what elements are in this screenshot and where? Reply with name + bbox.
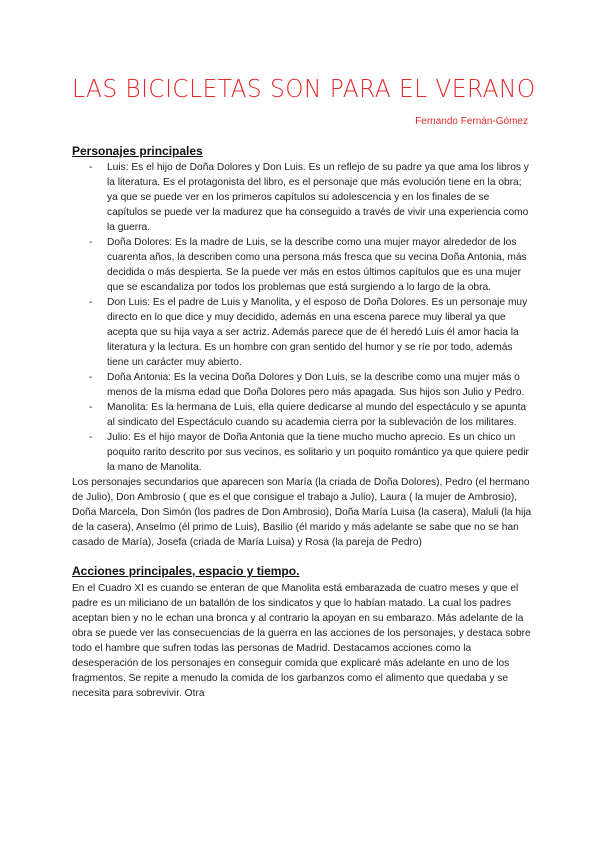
character-item-julio: - Julio: Es el hijo mayor de Doña Antonia que la tiene mucho mucho aprecio. Es un chico un poquito rarito descrito por sus vecinos, es solitario y un poquito romántico ya que quiere pedir la mano de Manolita. xyxy=(72,430,532,475)
character-item-dona-antonia: - Doña Antonia: Es la vecina Doña Dolores y Don Luis, se la describe como una mujer más o menos de la misma edad que Doña Dolores pero más apagada. Sus hijos son Julio y Pedro. xyxy=(72,370,532,400)
actions-paragraph: En el Cuadro XI es cuando se enteran de que Manolita está embarazada de cuatro meses y que el padre es un miliciano de un batallón de los sindicatos y que lo habían matado. La cual los padres aceptan bien y no le echan una bronca y al contrario la apoyan en su embarazo. Más adelante de la obra se puede ver las consecuencias de la guerra en las acciones de los personajes, y destaca sobre todo el hambre que sufren todas las personas de Madrid. Destacamos acciones como la desesperación de los personajes en conseguir comida que explicaré más adelante en uno de los fragmentos. Se repite a menudo la comida de los garbanzos como el alimento que quedaba y se necesita para sobrevivir. Otra xyxy=(72,583,531,699)
section-heading-actions: Acciones principales, espacio y tiempo. xyxy=(72,564,300,578)
character-list xyxy=(72,160,532,475)
document-body xyxy=(72,144,532,701)
document-title: LAS BICICLETAS SON PARA EL VERANO xyxy=(72,74,536,103)
secondary-characters-paragraph: Los personajes secundarios que aparecen son María (la criada de Doña Dolores), Pedro (el hermano de Julio), Don Ambrosio ( que es el que consigue el trabajo a Julio), Laura ( la mujer de Ambrosio), Doña Marcela, Don Simón (los padres de Don Ambrosio), Doña María Luisa (la casera), Maluli (la hija de la casera), Anselmo (él primo de Luis), Basilio (él marido y más adelante se sabe que no se han casado de María), Josefa (criada de María Luisa) y Rosa (la pareja de Pedro) xyxy=(72,477,532,548)
section-heading-characters: Personajes principales xyxy=(72,144,203,158)
character-item-luis: - Luis: Es el hijo de Doña Dolores y Don Luis. Es un reflejo de su padre ya que ama los libros y la literatura. Es el protagonista del libro, es el personaje que más evolución tiene en la obra; ya que se puede ver en los primeros capítulos su adolescencia y en los finales de se capítulos se puede ver la madurez que ha conseguido a través de vivir una experiencia como la guerra. xyxy=(72,160,532,235)
character-item-manolita: - Manolita: Es la hermana de Luis, ella quiere dedicarse al mundo del espectáculo y se apunta al sindicato del Espectáculo cuando su academia cierra por la sublevación de los militares. xyxy=(72,400,532,430)
character-item-don-luis: - Don Luis: Es el padre de Luis y Manolita, y el esposo de Doña Dolores. Es un personaje muy directo en lo que dice y muy decidido, además en una escena parece muy liberal ya que acepta que su hija vaya a ser actriz. Además parece que de él heredó Luis él amor hacia la literatura y la lectura. Es un hombre con gran sentido del humor y se ríe por todo, además tiene un carácter muy abierto. xyxy=(72,295,532,370)
character-item-dona-dolores: - Doña Dolores: Es la madre de Luis, se la describe como una mujer mayor alrededor de los cuarenta años, la describen como una persona más fresca que su vecina Doña Antonia, más decidida o más despierta. Se la puede ver más en estos últimos capítulos que es una mujer que se escandaliza por todos los problemas que está surgiendo a lo largo de la obra. xyxy=(72,235,532,295)
author-name: Fernando Fernán-Gómez xyxy=(415,116,528,127)
